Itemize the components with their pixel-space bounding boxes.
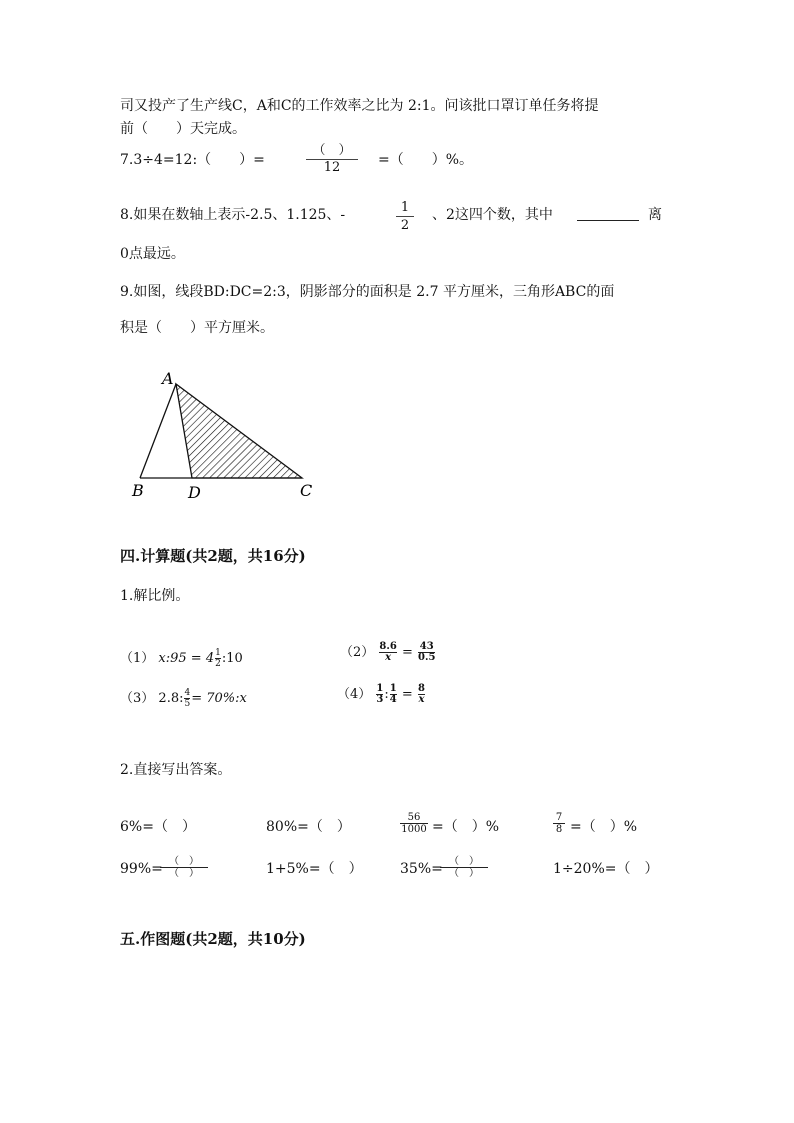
proportion-3-left: 2.8: — [158, 691, 184, 706]
answer-r1c4-fraction: 7 8 — [553, 812, 565, 835]
q7-fraction — [306, 144, 358, 175]
q8-fraction — [396, 200, 414, 233]
answer-r2c1-lead: 99%= — [120, 861, 163, 877]
proportion-1-fraction: $\frac{1}{2}$ — [215, 648, 221, 669]
proportion-1-index: （1） — [120, 651, 155, 666]
proportion-1-right: :10 — [221, 651, 243, 666]
q7-frac-num: （ ） — [312, 143, 352, 158]
answer-r2c3-fraction: （ ） （ ） — [440, 856, 488, 879]
q6-line2: 前（ ）天完成。 — [120, 121, 246, 137]
side-ab — [140, 384, 176, 478]
proportion-2 — [340, 641, 436, 663]
answer-r2c1-fraction: （ ） （ ） — [160, 856, 208, 879]
proportion-3 — [120, 687, 247, 709]
proportion-1 — [120, 647, 243, 669]
q7-lead: 7.3÷4=12:（ ）= — [120, 152, 265, 168]
proportion-4-fraction-a: $\frac{1}{3}$ — [376, 683, 384, 705]
label-c: C — [300, 481, 313, 500]
answer-r1c4-tail: =（ ）% — [570, 819, 638, 835]
label-d: D — [188, 483, 201, 502]
q8-frac-num: 1 — [400, 200, 410, 215]
proportion-4-fraction-b: $\frac{1}{4}$ — [389, 683, 397, 705]
q8-frac-bar — [396, 216, 414, 217]
proportion-4-fraction-c: $\frac{8}{x}$ — [417, 683, 425, 705]
answer-r1c3-fraction: 56 1000 — [401, 812, 427, 835]
shaded-region — [176, 384, 302, 478]
answer-r1c1: 6%=（ ） — [120, 819, 196, 835]
proportion-4 — [337, 683, 426, 705]
proportion-3-fraction: $\frac{4}{5}$ — [184, 688, 191, 709]
q9-line1: 9.如图，线段BD:DC=2:3，阴影部分的面积是 2.7 平方厘米，三角形ABC的面 — [120, 284, 615, 300]
q9-line2: 积是（ ）平方厘米。 — [120, 320, 274, 336]
q8-answer-blank — [577, 206, 639, 221]
q8-lead: 8.如果在数轴上表示-2.5、1.125、- — [120, 207, 346, 223]
section4-q1-title: 1.解比例。 — [120, 588, 190, 604]
proportion-4-colon: : — [384, 687, 389, 702]
label-b: B — [132, 481, 144, 500]
answer-r1c2: 80%=（ ） — [266, 819, 351, 835]
proportion-1-left: x:95 = 4 — [158, 651, 215, 666]
triangle-figure — [120, 362, 330, 512]
q7-tail: =（ ）%。 — [378, 152, 474, 168]
proportion-3-index: （3） — [120, 691, 155, 706]
proportion-2-right-fraction: $\frac{43}{0.5}$ — [418, 641, 436, 663]
proportion-4-equals: = — [401, 687, 413, 702]
q8-mid: 、2这四个数，其中 — [432, 207, 553, 223]
q8-frac-den: 2 — [400, 218, 410, 233]
answer-r2c2: 1+5%=（ ） — [266, 861, 363, 877]
q6-line1: 司又投产了生产线C，A和C的工作效率之比为 2:1。问该批口罩订单任务将提 — [120, 98, 599, 114]
section5-title: 五.作图题(共2题，共10分) — [120, 930, 306, 948]
proportion-2-equals: = — [401, 645, 413, 660]
proportion-2-left-fraction: $\frac{8.6}{x}$ — [379, 641, 397, 663]
proportion-2-index: （2） — [340, 645, 375, 660]
label-a: A — [162, 369, 174, 388]
q7-frac-den: 12 — [323, 160, 341, 175]
answer-r2c3-lead: 35%= — [400, 861, 443, 877]
q8-line2: 0点最远。 — [120, 246, 185, 262]
section4-q2-title: 2.直接写出答案。 — [120, 762, 232, 778]
proportion-3-right: = 70%:x — [191, 691, 247, 706]
answer-r2c4: 1÷20%=（ ） — [553, 861, 659, 877]
section4-title: 四.计算题(共2题，共16分) — [120, 547, 306, 565]
q8-tail: 离 — [648, 207, 662, 223]
answer-r1c3-tail: =（ ）% — [432, 819, 500, 835]
proportion-4-index: （4） — [337, 687, 372, 702]
